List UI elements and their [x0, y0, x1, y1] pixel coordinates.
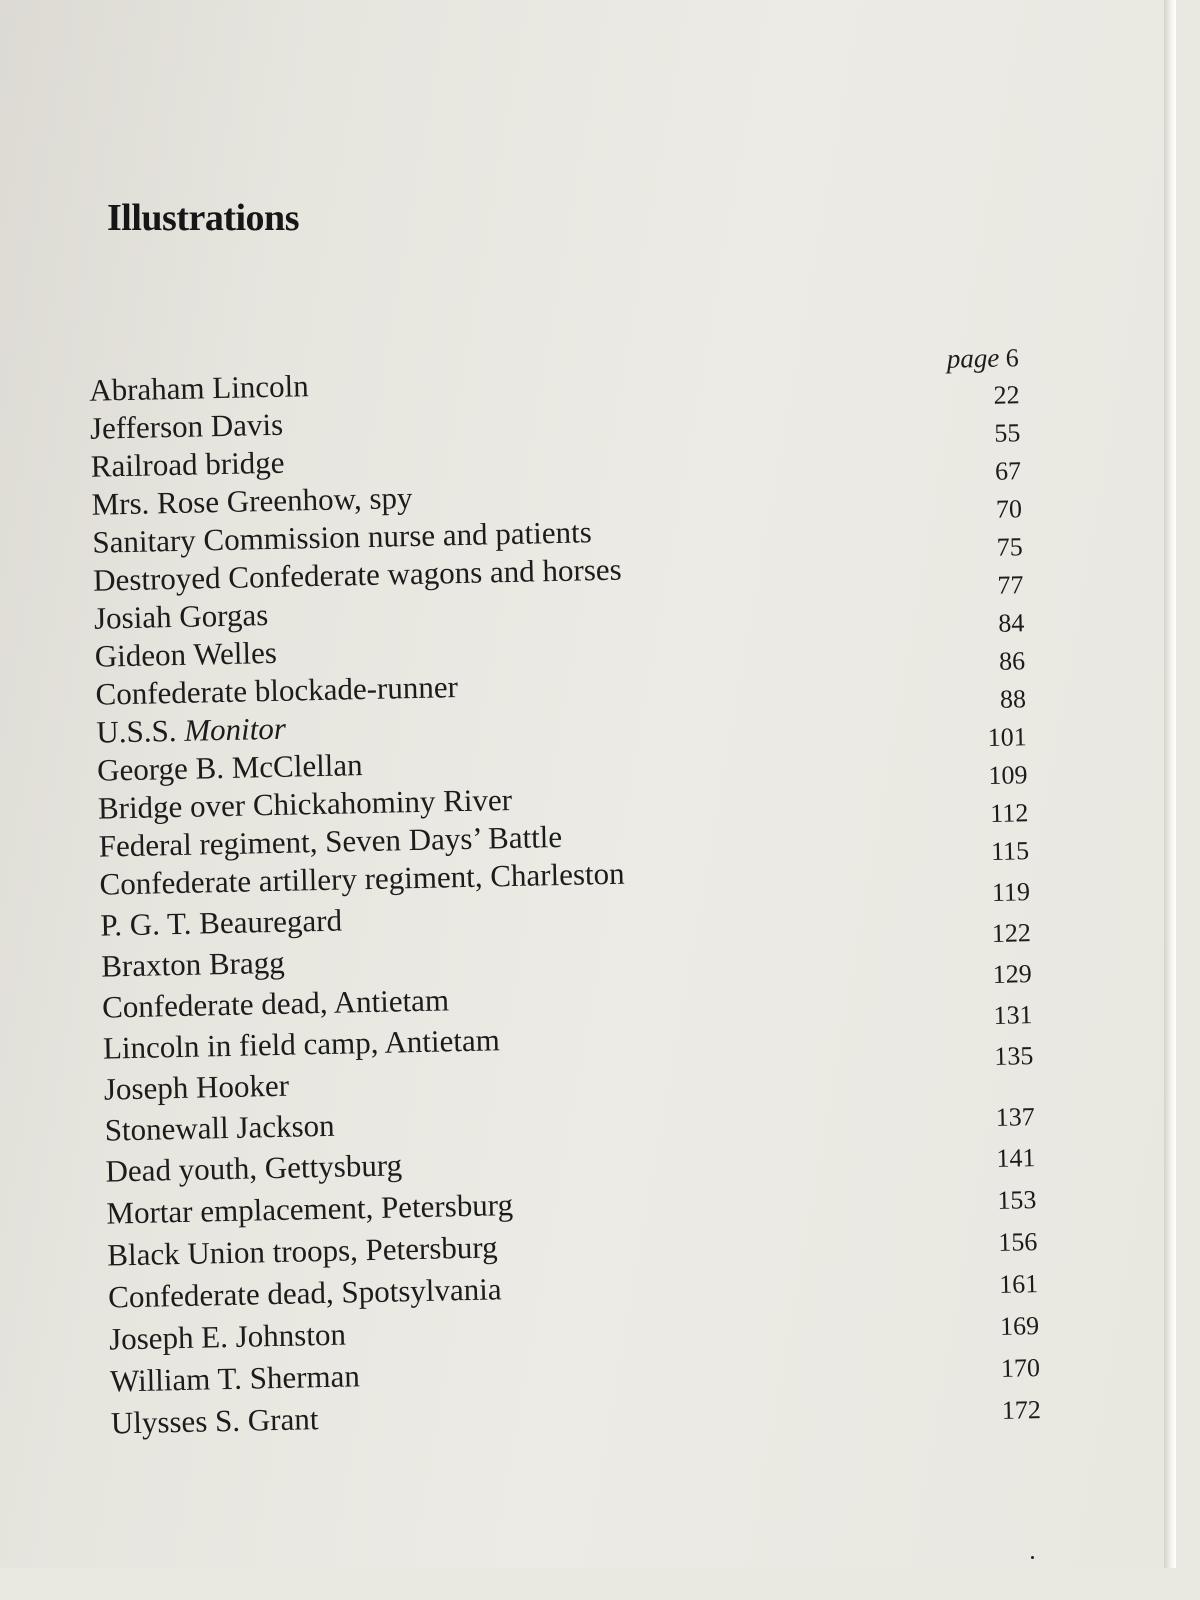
page-number: 112	[989, 798, 1029, 828]
entry-title: Stonewall Jackson	[104, 1107, 335, 1148]
entry-title: George B. McClellan	[96, 747, 363, 788]
entry-title: Lincoln in field camp, Antietam	[102, 1022, 501, 1066]
page-number: 6	[1005, 343, 1020, 373]
page-number: 129	[992, 959, 1032, 989]
page-heading: Illustrations	[107, 197, 299, 239]
title-prefix: U.S.S.	[96, 712, 185, 750]
page-number: 75	[996, 532, 1024, 562]
entry-title: Braxton Bragg	[100, 944, 286, 984]
entry-title: Railroad bridge	[90, 444, 285, 484]
page-number: 88	[999, 684, 1027, 714]
entry-title: Mortar emplacement, Petersburg	[106, 1187, 514, 1231]
entry-page	[946, 338, 1019, 378]
entry-title: Dead youth, Gettysburg	[105, 1147, 403, 1189]
entry-title: Abraham Lincoln	[88, 368, 310, 408]
page-number: 70	[995, 494, 1023, 524]
paper-speck	[1031, 1556, 1034, 1559]
page-label: page	[946, 342, 1000, 374]
entry-title: Joseph E. Johnston	[108, 1316, 347, 1357]
entry-title: Jefferson Davis	[89, 406, 284, 446]
page-number: 77	[997, 570, 1024, 600]
page-number: 86	[998, 646, 1026, 676]
page-number: 67	[994, 456, 1022, 486]
entry-title: Confederate dead, Antietam	[101, 982, 450, 1025]
page-number: 161	[998, 1269, 1039, 1299]
page-number: 172	[1001, 1395, 1042, 1425]
entry-title: Gideon Welles	[94, 634, 278, 674]
page-number: 135	[994, 1041, 1034, 1071]
page-number: 131	[993, 1000, 1033, 1030]
page-number: 137	[995, 1102, 1035, 1132]
page-number: 156	[997, 1227, 1038, 1257]
page-number: 109	[988, 760, 1028, 790]
page-number: 153	[997, 1185, 1037, 1215]
entry-title: Sanitary Commission nurse and patients	[92, 514, 593, 560]
page-number: 122	[991, 918, 1032, 948]
page-number: 141	[996, 1143, 1036, 1173]
entry-title: Joseph Hooker	[103, 1067, 290, 1107]
page-number: 101	[987, 722, 1027, 753]
entry-title: Confederate artillery regiment, Charleston	[99, 855, 625, 902]
entry-title: P. G. T. Beauregard	[100, 902, 343, 943]
entry-title: Confederate dead, Spotsylvania	[107, 1271, 502, 1315]
entry-title: William T. Sherman	[109, 1358, 361, 1399]
entry-title: Federal regiment, Seven Days’ Battle	[98, 818, 563, 864]
page-number: 84	[997, 608, 1025, 638]
page-number: 119	[991, 877, 1031, 907]
entry-title: Destroyed Confederate wagons and horses	[92, 551, 623, 598]
page-number: 22	[993, 380, 1020, 410]
page-number: 169	[999, 1311, 1040, 1341]
entry-title: Mrs. Rose Greenhow, spy	[91, 480, 413, 522]
entry-title: Confederate blockade-runner	[95, 669, 459, 712]
entry-title: Black Union troops, Petersburg	[106, 1229, 498, 1273]
entry-title	[96, 710, 286, 752]
page-number: 115	[990, 836, 1030, 866]
page-number: 170	[1000, 1353, 1041, 1383]
ship-name: Monitor	[183, 710, 287, 748]
entry-title: Josiah Gorgas	[93, 597, 269, 636]
entry-title: Ulysses S. Grant	[110, 1401, 319, 1441]
entry-title: Bridge over Chickahominy River	[97, 781, 513, 826]
page-number: 55	[994, 418, 1021, 448]
